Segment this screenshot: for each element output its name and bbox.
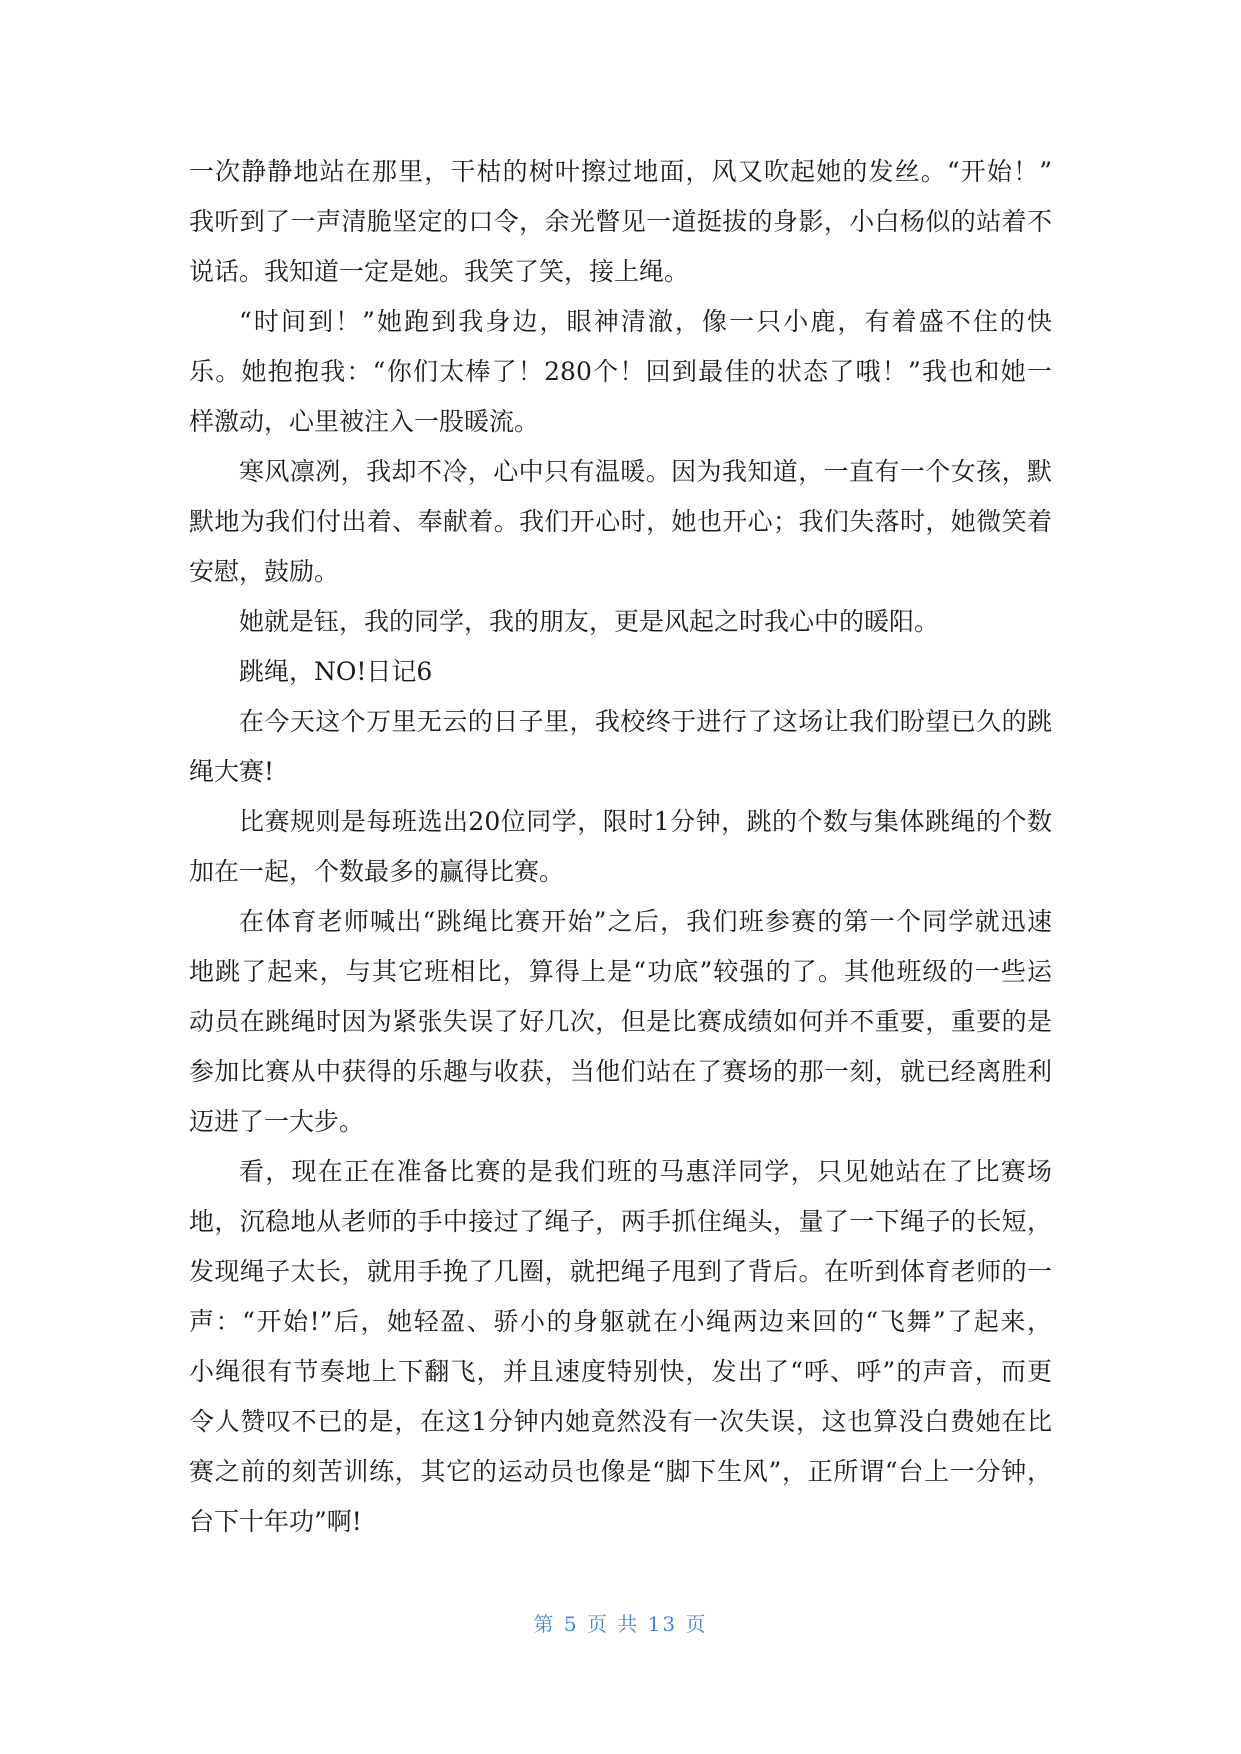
text-line: 迈进了一大步。 — [189, 1107, 365, 1136]
paragraph — [189, 147, 1052, 297]
paragraph — [189, 1147, 1052, 1547]
text-line: 地，沉稳地从老师的手中接过了绳子，两手抓住绳头，量了一下绳子的长短， — [189, 1207, 1052, 1236]
page-number-footer: 第 5 页 共 13 页 — [533, 1612, 708, 1636]
text-line: 在体育老师喊出“跳绳比赛开始”之后，我们班参赛的第一个同学就迅速 — [239, 907, 1052, 936]
text-line: 加在一起，个数最多的赢得比赛。 — [189, 857, 565, 886]
paragraph — [189, 797, 1052, 897]
text-line: 样激动，心里被注入一股暖流。 — [189, 407, 540, 436]
text-line: 动员在跳绳时因为紧张失误了好几次，但是比赛成绩如何并不重要，重要的是 — [189, 1007, 1052, 1036]
text-line: 安慰，鼓励。 — [189, 557, 340, 586]
text-line: 绳大赛! — [189, 757, 275, 786]
text-line: 看，现在正在准备比赛的是我们班的马惠洋同学，只见她站在了比赛场 — [239, 1157, 1052, 1186]
text-line: 参加比赛从中获得的乐趣与收获，当他们站在了赛场的那一刻，就已经离胜利 — [189, 1057, 1052, 1086]
text-line: 小绳很有节奏地上下翻飞，并且速度特别快，发出了“呼、呼”的声音，而更 — [189, 1357, 1052, 1386]
text-line: 一次静静地站在那里，干枯的树叶擦过地面，风又吹起她的发丝。“开始！” — [189, 157, 1052, 186]
paragraph — [189, 297, 1052, 447]
entry-title — [189, 647, 1052, 697]
entry-title-text: 跳绳，NO!日记6 — [239, 657, 433, 686]
text-line: 说话。我知道一定是她。我笑了笑，接上绳。 — [189, 257, 690, 286]
document-body — [189, 147, 1052, 1547]
text-line: 寒风凛冽，我却不冷，心中只有温暖。因为我知道，一直有一个女孩，默 — [239, 457, 1052, 486]
text-line: 比赛规则是每班选出20位同学，限时1分钟，跳的个数与集体跳绳的个数 — [239, 807, 1052, 836]
text-line: 我听到了一声清脆坚定的口令，余光瞥见一道挺拔的身影，小白杨似的站着不 — [189, 207, 1052, 236]
text-line: 发现绳子太长，就用手挽了几圈，就把绳子甩到了背后。在听到体育老师的一 — [189, 1257, 1052, 1286]
text-line: 赛之前的刻苦训练，其它的运动员也像是“脚下生风”，正所谓“台上一分钟， — [189, 1457, 1052, 1486]
text-line: 台下十年功”啊! — [189, 1507, 362, 1536]
text-line: 在今天这个万里无云的日子里，我校终于进行了这场让我们盼望已久的跳 — [239, 707, 1052, 736]
text-line: 默地为我们付出着、奉献着。我们开心时，她也开心；我们失落时，她微笑着 — [189, 507, 1052, 536]
text-line: 她就是钰，我的同学，我的朋友，更是风起之时我心中的暖阳。 — [239, 607, 940, 636]
text-line: 乐。她抱抱我：“你们太棒了！280个！回到最佳的状态了哦！”我也和她一 — [189, 357, 1052, 386]
paragraph — [189, 447, 1052, 597]
paragraph — [189, 697, 1052, 797]
paragraph — [189, 597, 1052, 647]
text-line: 地跳了起来，与其它班相比，算得上是“功底”较强的了。其他班级的一些运 — [189, 957, 1052, 986]
text-line: “时间到！”她跑到我身边，眼神清澈，像一只小鹿，有着盛不住的快 — [239, 307, 1052, 336]
text-line: 令人赞叹不已的是，在这1分钟内她竟然没有一次失误，这也算没白费她在比 — [189, 1407, 1052, 1436]
paragraph — [189, 897, 1052, 1147]
text-line: 声：“开始!”后，她轻盈、骄小的身躯就在小绳两边来回的“飞舞”了起来， — [189, 1307, 1052, 1336]
